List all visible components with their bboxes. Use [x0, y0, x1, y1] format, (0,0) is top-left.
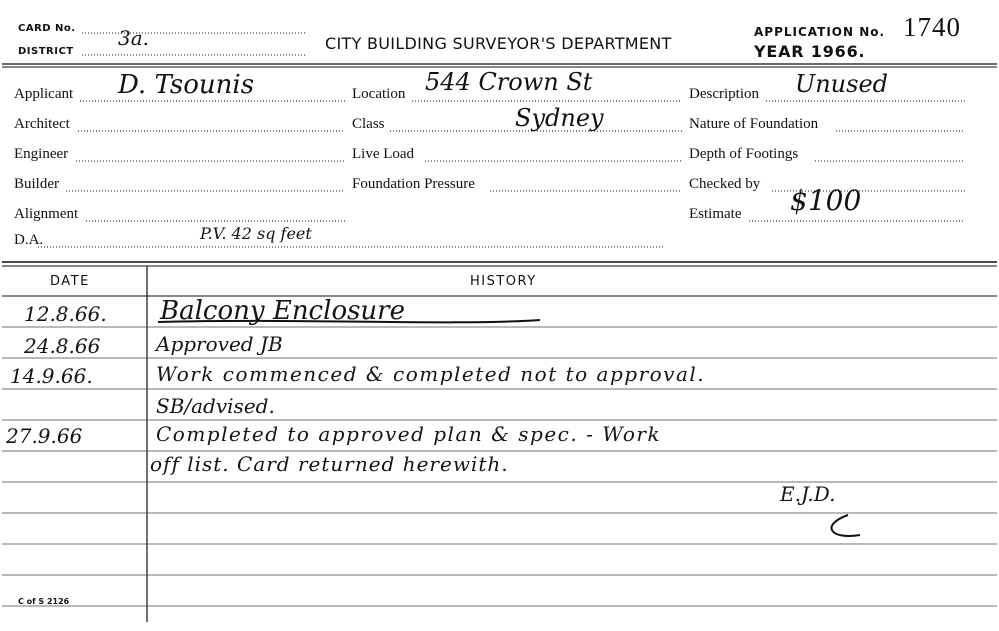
history-date-3: 14.9.66. — [10, 364, 93, 388]
history-entry-1: Balcony Enclosure — [160, 296, 405, 326]
history-entry-2: Approved JB — [156, 332, 283, 356]
location-label: Location — [352, 86, 406, 102]
location-value-city: Sydney — [515, 104, 604, 132]
nature-of-foundation-label: Nature of Foundation — [689, 116, 819, 132]
history-date-1: 12.8.66. — [24, 302, 107, 326]
engineer-label: Engineer — [14, 146, 69, 162]
date-column-header: DATE — [50, 274, 90, 289]
location-value: 544 Crown St — [425, 68, 593, 96]
da-value: P.V. 42 sq feet — [200, 224, 312, 243]
checked-by-label: Checked by — [689, 176, 761, 192]
card-no-label: CARD No. — [18, 23, 76, 34]
estimate-value: $100 — [790, 184, 862, 217]
application-no-value: 1740 — [903, 12, 961, 42]
applicant-value: D. Tsounis — [118, 70, 255, 100]
depth-of-footings-label: Depth of Footings — [689, 146, 799, 162]
builder-label: Builder — [14, 176, 59, 192]
architect-label: Architect — [14, 116, 70, 132]
class-label: Class — [352, 116, 385, 132]
foundation-pressure-label: Foundation Pressure — [352, 176, 475, 192]
history-date-5: 27.9.66 — [6, 424, 83, 448]
form-number: C of S 2126 — [18, 597, 70, 606]
history-entry-3: Work commenced & completed not to approval. — [156, 362, 706, 386]
card-no-value: 3a. — [118, 26, 150, 50]
application-no-label: APPLICATION No. — [754, 25, 886, 39]
history-entry-6: off list. Card returned herewith. — [150, 452, 509, 476]
department-title: CITY BUILDING SURVEYOR'S DEPARTMENT — [325, 34, 672, 53]
da-label: D.A. — [14, 232, 44, 248]
district-label: DISTRICT — [18, 46, 74, 57]
history-column-header: HISTORY — [470, 274, 537, 289]
description-value: Unused — [795, 70, 889, 98]
live-load-label: Live Load — [352, 146, 415, 162]
history-entry-5: Completed to approved plan & spec. - Work — [156, 422, 662, 446]
estimate-label: Estimate — [689, 206, 742, 222]
year-label: YEAR 1966. — [754, 42, 866, 61]
alignment-label: Alignment — [14, 206, 79, 222]
history-entry-4: SB/advised. — [156, 394, 275, 418]
applicant-label: Applicant — [14, 86, 74, 102]
description-label: Description — [689, 86, 759, 102]
history-date-2: 24.8.66 — [24, 334, 101, 358]
history-entry-7: E.J.D. — [780, 482, 836, 506]
